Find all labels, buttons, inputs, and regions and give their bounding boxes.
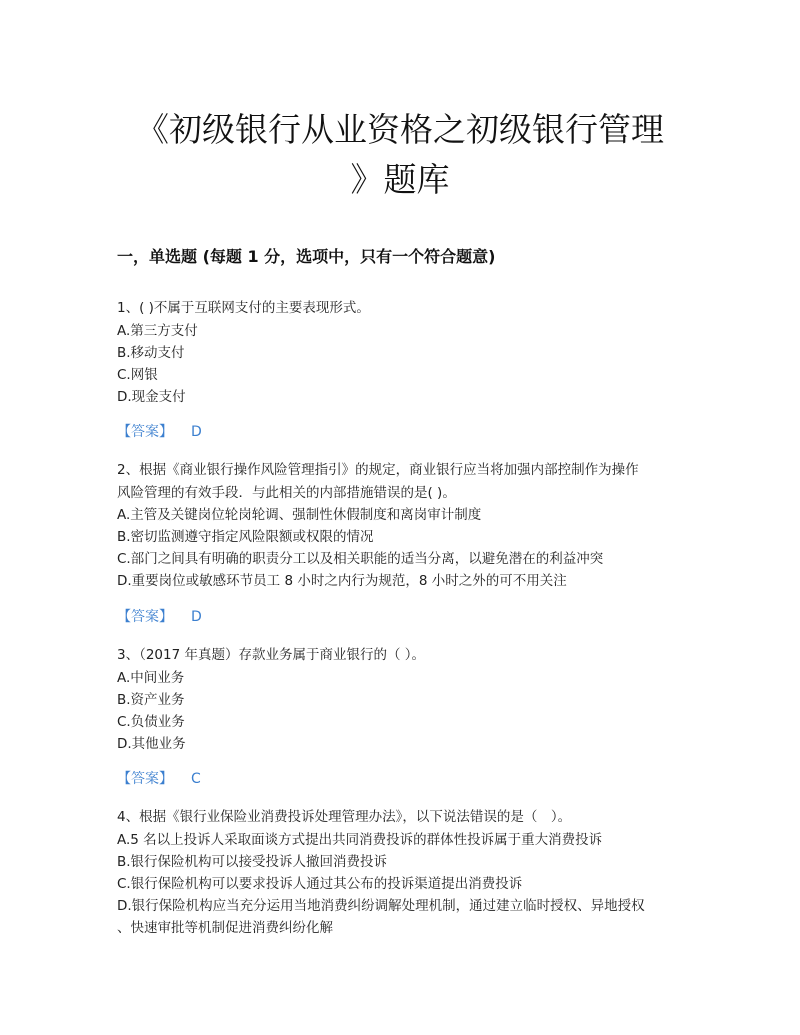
- question-3-option-a: A.中间业务: [117, 670, 185, 686]
- question-1-option-d: D.现金支付: [117, 389, 186, 405]
- question-2-answer: [117, 606, 202, 626]
- section-heading: 一，单选题 (每题 1 分，选项中，只有一个符合题意): [117, 247, 496, 266]
- document-title-line-2: 》题库: [350, 160, 450, 199]
- question-4-stem: 4、根据《银行业保险业消费投诉处理管理办法》，以下说法错误的是（ ）。: [117, 809, 572, 825]
- question-1-answer: [117, 421, 202, 441]
- answer-value: C: [191, 771, 201, 787]
- question-2-option-b: B.密切监测遵守指定风险限额或权限的情况: [117, 529, 374, 545]
- answer-value: D: [191, 609, 202, 625]
- question-3-option-c: C.负债业务: [117, 714, 185, 730]
- question-4-option-a: A.5 名以上投诉人采取面谈方式提出共同消费投诉的群体性投诉属于重大消费投诉: [117, 832, 603, 848]
- answer-value: D: [191, 424, 202, 440]
- question-1-stem: 1、( )不属于互联网支付的主要表现形式。: [117, 300, 370, 316]
- question-1-option-c: C.网银: [117, 367, 158, 383]
- question-2-stem-line-1: 2、根据《商业银行操作风险管理指引》的规定，商业银行应当将加强内部控制作为操作: [117, 462, 639, 478]
- answer-label: 【答案】: [117, 771, 173, 787]
- question-2-stem-line-2: 风险管理的有效手段．与此相关的内部措施错误的是( )。: [117, 485, 456, 501]
- question-2-option-a: A.主管及关键岗位轮岗轮调、强制性休假制度和离岗审计制度: [117, 507, 482, 523]
- question-3-stem: 3、（2017 年真题）存款业务属于商业银行的（ ）。: [117, 647, 426, 663]
- question-2-option-c: C.部门之间具有明确的职责分工以及相关职能的适当分离，以避免潜在的利益冲突: [117, 551, 604, 567]
- question-3-option-d: D.其他业务: [117, 736, 186, 752]
- question-4-option-d-line-1: D.银行保险机构应当充分运用当地消费纠纷调解处理机制，通过建立临时授权、异地授权: [117, 898, 645, 914]
- question-1-option-a: A.第三方支付: [117, 323, 198, 339]
- question-4-option-c: C.银行保险机构可以要求投诉人通过其公布的投诉渠道提出消费投诉: [117, 876, 523, 892]
- question-3-answer: [117, 768, 201, 788]
- answer-label: 【答案】: [117, 609, 173, 625]
- question-3-option-b: B.资产业务: [117, 692, 185, 708]
- question-4-option-b: B.银行保险机构可以接受投诉人撤回消费投诉: [117, 854, 388, 870]
- answer-label: 【答案】: [117, 424, 173, 440]
- question-4-option-d-line-2: 、快速审批等机制促进消费纠纷化解: [117, 920, 333, 936]
- question-2-option-d: D.重要岗位或敏感环节员工 8 小时之内行为规范，8 小时之外的可不用关注: [117, 573, 567, 589]
- question-1-option-b: B.移动支付: [117, 345, 185, 361]
- document-title-line-1: 《初级银行从业资格之初级银行管理: [136, 110, 664, 149]
